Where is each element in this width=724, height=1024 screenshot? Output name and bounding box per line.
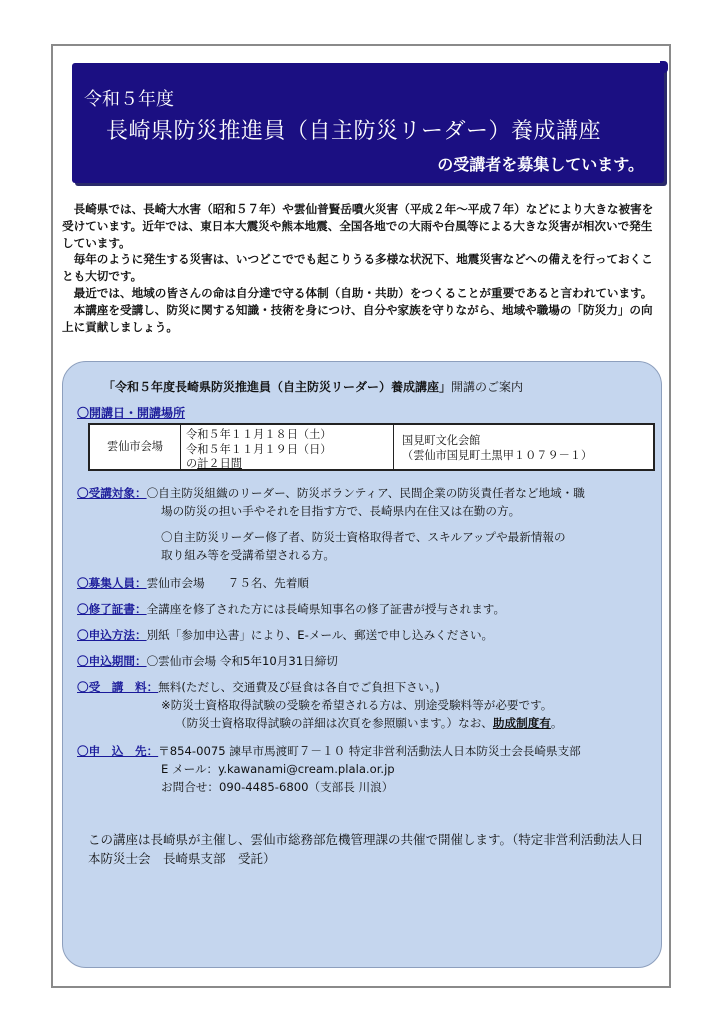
apply-method-row	[77, 627, 493, 645]
certificate-label: 〇修了証書：	[77, 602, 147, 616]
apply-period-label: 〇申込期間：	[77, 654, 147, 668]
fee-note-2	[175, 715, 563, 733]
capacity-row	[77, 575, 309, 593]
duration-prefix: の	[186, 457, 198, 470]
venue-table	[88, 423, 655, 471]
target-row	[77, 485, 585, 503]
footnote: この講座は長崎県が主催し、雲仙市総務部危機管理課の共催で開催します。（特定非営利活動法人日本防災士会 長崎県支部 受託）	[88, 832, 644, 866]
venue-date-2: 令和５年１１月１９日（日）	[186, 442, 332, 456]
target-label: 〇受講対象：	[77, 486, 147, 500]
panel-title	[103, 378, 523, 395]
apply-period-row	[77, 653, 338, 671]
venue-dates	[186, 428, 386, 472]
venue-divider	[393, 425, 394, 469]
target-item1-line1: 〇自主防災組織のリーダー、防災ボランティア、民間企業の防災責任者など地域・職	[146, 486, 585, 500]
venue-place	[402, 434, 652, 463]
fee-note-1: ※防災士資格取得試験の受験を希望される方は、別途受験料等が必要です。	[161, 698, 553, 712]
panel-title-bold: 「令和５年度長崎県防災推進員（自主防災リーダー）養成講座」	[103, 380, 452, 394]
duration-value: 計２日間	[197, 457, 242, 470]
certificate-row	[77, 601, 505, 619]
intro-paragraph: 最近では、地域の皆さんの命は自分達で守る体制（自助・共助）をつくることが重要であると言われています。	[73, 285, 653, 300]
intro-text	[62, 201, 662, 335]
banner-year: 令和５年度	[84, 89, 174, 110]
fee-note-2-end: 。	[550, 716, 563, 730]
contact-phone: お問合せ：090-4485-6800（支部長 川浪）	[161, 780, 394, 794]
target-item2-line2: 取り組み等を受講希望される方。	[161, 548, 335, 562]
capacity-value: 雲仙市会場 ７５名、先着順	[146, 576, 309, 590]
capacity-label: 〇募集人員：	[77, 576, 147, 590]
contact-row	[77, 743, 581, 761]
banner-subtitle: の受講者を募集しています。	[437, 155, 644, 174]
target-item2-line1: 〇自主防災リーダー修了者、防災士資格取得者で、スキルアップや最新情報の	[161, 530, 566, 544]
fee-note-2-text: （防災士資格取得試験の詳細は次頁を参照願います。）なお、	[175, 716, 493, 730]
panel-title-rest: 開講のご案内	[451, 380, 524, 394]
venue-duration	[186, 457, 386, 472]
banner-title: 長崎県防災推進員（自主防災リーダー）養成講座	[106, 119, 602, 144]
venue-address: （雲仙市国見町土黒甲１０７９－１）	[402, 448, 593, 462]
contact-address: 〒854-0075 諫早市馬渡町７－１０ 特定非営利活動法人日本防災士会長崎県支部	[158, 744, 581, 758]
dates-heading: 〇開講日・開講場所	[77, 406, 186, 420]
fee-label: 〇受 講 料：	[77, 680, 159, 694]
apply-method-value: 別紙「参加申込書」により、E-メール、郵送で申し込みください。	[146, 628, 494, 642]
venue-hall: 国見町文化会館	[402, 434, 481, 447]
venue-name: 雲仙市会場	[90, 425, 181, 469]
subsidy-link: 助成制度有	[492, 716, 551, 730]
contact-email: E メール：y.kawanami@cream.plala.or.jp	[161, 762, 395, 776]
intro-paragraph: 長崎県では、長崎大水害（昭和５７年）や雲仙普賢岳噴火災害（平成２年～平成７年）などにより大きな被害を受けています。近年では、東日本大震災や熊本地震、全国各地での大雨や台風等による大きな災害が相次いで発生しています。	[62, 202, 654, 250]
contact-label: 〇申 込 先：	[77, 744, 159, 758]
venue-date-1: 令和５年１１月１８日（土）	[186, 428, 332, 441]
target-item1-line2: 場の防災の担い手やそれを目指す方で、長崎県内在住又は在勤の方。	[161, 504, 521, 518]
intro-paragraph: 毎年のように発生する災害は、いつどこででも起こりうる多様な状況下、地震災害などへの備えを行っておくことも大切です。	[62, 252, 653, 284]
banner-tab	[660, 61, 668, 73]
certificate-value: 全講座を修了された方には長崎県知事名の修了証書が授与されます。	[146, 602, 506, 616]
fee-value: 無料(ただし、交通費及び昼食は各自でご負担下さい。)	[158, 680, 440, 694]
apply-method-label: 〇申込方法：	[77, 628, 147, 642]
title-banner	[72, 63, 664, 183]
fee-row	[77, 679, 440, 697]
intro-paragraph: 本講座を受講し、防災に関する知識・技術を身につけ、自分や家族を守りながら、地域や職場の「防災力」の向上に貢献しましょう。	[62, 302, 653, 334]
apply-period-value: 〇雲仙市会場 令和5年10月31日締切	[146, 654, 338, 668]
